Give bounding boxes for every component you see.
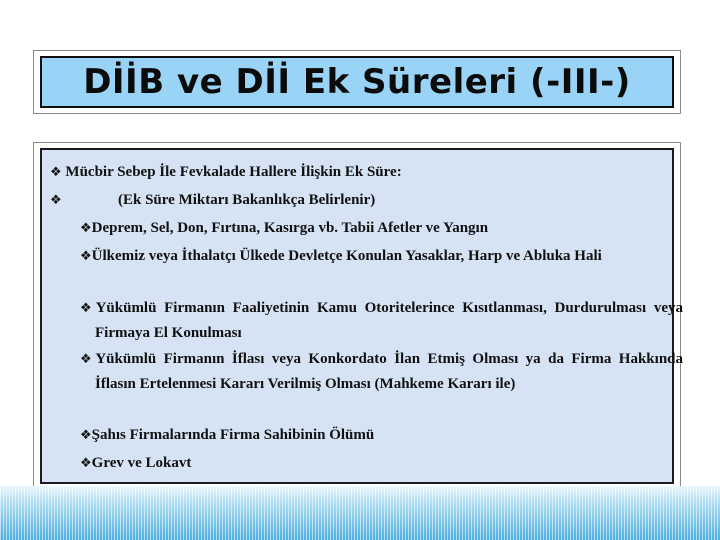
diamond-bullet-icon: ❖ (80, 301, 96, 316)
diamond-bullet-icon: ❖ (50, 193, 62, 208)
title-box (40, 56, 674, 108)
diamond-bullet-icon: ❖ (50, 165, 62, 180)
diamond-bullet-icon: ❖ (80, 456, 92, 471)
list-item-text: (Ek Süre Miktarı Bakanlıkça Belirlenir) (118, 192, 376, 208)
list-item-text: Ülkemiz veya İthalatçı Ülkede Devletçe Konulan Yasaklar, Harp ve Abluka Hali (91, 248, 602, 264)
list-item-text: Şahıs Firmalarında Firma Sahibinin Ölümü (91, 427, 375, 443)
list-item-text: Grev ve Lokavt (91, 455, 192, 471)
list-item-text: Mücbir Sebep İle Fevkalade Hallere İlişkin Ek Süre: (65, 164, 402, 180)
list-item (50, 160, 650, 185)
list-item (80, 296, 683, 345)
list-item-text: Yükümlü Firmanın Faaliyetinin Kamu Otoritelerince Kısıtlanması, Durdurulması veya Firmaya El Konulması (95, 300, 683, 341)
diamond-bullet-icon: ❖ (80, 352, 96, 367)
slide-title: DİİB ve Dİİ Ek Süreleri (-III-) (83, 62, 631, 102)
list-item-text: Yükümlü Firmanın İflası veya Konkordato İlan Etmiş Olması ya da Firma Hakkında İflasın Ertelenmesi Kararı Verilmiş Olması (Mahkeme Kararı ile) (95, 351, 684, 392)
list-item (80, 347, 683, 396)
list-item (80, 244, 683, 269)
decorative-footer-band (0, 486, 720, 540)
list-item (80, 423, 670, 448)
list-item (80, 451, 670, 476)
diamond-bullet-icon: ❖ (80, 428, 92, 443)
diamond-bullet-icon: ❖ (80, 221, 92, 236)
list-item (80, 216, 670, 241)
diamond-bullet-icon: ❖ (80, 249, 92, 264)
list-item-text: Deprem, Sel, Don, Fırtına, Kasırga vb. Tabii Afetler ve Yangın (91, 220, 489, 236)
